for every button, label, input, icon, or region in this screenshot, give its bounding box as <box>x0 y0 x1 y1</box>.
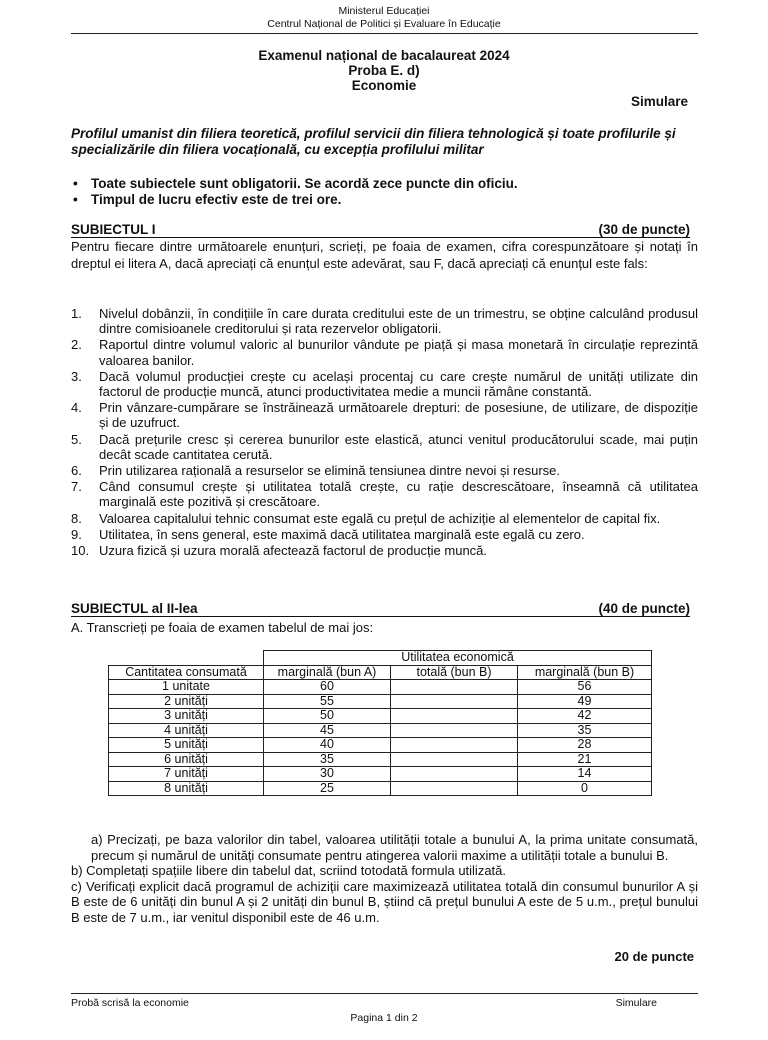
table-cell: 25 <box>264 781 391 796</box>
item-text: Prin vânzare-cumpărare se înstrăinează următoarele drepturi: de posesiune, de utilizare, de dispoziție și de uzufruct. <box>99 400 698 431</box>
statement-item <box>71 400 698 430</box>
subject2-intro: A. Transcrieți pe foaia de examen tabelul de mai jos: <box>71 620 374 635</box>
table-group-header-row <box>109 651 652 666</box>
item-text: Valoarea capitalului tehnic consumat este egală cu prețul de achiziție al elementelor de capital fix. <box>99 510 661 526</box>
table-cell: 35 <box>264 752 391 767</box>
table-cell <box>391 752 518 767</box>
table-cell <box>391 680 518 695</box>
table-cell: 30 <box>264 767 391 782</box>
profile-statement: Profilul umanist din filiera teoretică, profilul servicii din filiera tehnologică și toate profilurile și specializările din filiera vocațională, cu excepția profilului militar <box>71 126 676 157</box>
table-cell <box>391 694 518 709</box>
item-text: Prin utilizarea rațională a resurselor se elimină tensiunea dintre nevoi și resurse. <box>99 463 561 479</box>
item-number: 8. <box>71 510 82 526</box>
exam-title-line1: Examenul național de bacalaureat 2024 <box>258 48 510 63</box>
statement-item <box>71 463 698 478</box>
table-empty-corner <box>109 651 264 666</box>
center-name: Centrul Național de Politici și Evaluare în Educație <box>267 18 501 30</box>
item-number: 4. <box>71 400 82 416</box>
table-cell: 50 <box>264 709 391 724</box>
statement-item <box>71 543 698 558</box>
table-cell: 4 unități <box>109 723 264 738</box>
exam-title <box>0 48 768 93</box>
table-cell: 42 <box>518 709 652 724</box>
table-cell: 45 <box>264 723 391 738</box>
exam-title-line2: Proba E. d) <box>348 63 420 78</box>
table-row <box>109 752 652 767</box>
item-text: Dacă volumul producției crește cu același procentaj cu care crește numărul de unități utilizate din factorul de producție muncă, atunci productivitatea medie a muncii rămâne constantă. <box>99 368 698 400</box>
item-number: 5. <box>71 431 82 447</box>
item-text: Nivelul dobânzii, în condițiile în care durata creditului este de un trimestru, se obține calculând produsul dintre comisioanele creditorului și rata rezervelor obligatorii. <box>99 306 698 337</box>
simulare-label: Simulare <box>630 94 688 109</box>
utility-table <box>108 650 652 796</box>
exam-title-line3: Economie <box>351 78 417 93</box>
table-cell: 60 <box>264 680 391 695</box>
subject2-points: (40 de puncte) <box>598 601 690 616</box>
table-cell: 35 <box>518 723 652 738</box>
item-number: 9. <box>71 526 82 542</box>
subject1-items <box>71 306 698 559</box>
item-number: 3. <box>71 368 82 384</box>
item-number: 10. <box>71 543 90 559</box>
table-cell: 40 <box>264 738 391 753</box>
table-cell <box>391 709 518 724</box>
table-cell <box>391 767 518 782</box>
subject2-questions <box>71 832 698 925</box>
question-c: c) Verificați explicit dacă programul de achiziții care maximizează utilitatea totală din consumul bunurilor A și B este de 6 unități din bunul A și 2 unități din bunul B, știind că prețul bunului A este de 5 u.m., prețul bunului B este de 7 u.m., iar venitul disponibil este de 46 u.m. <box>71 878 698 925</box>
footer-right: Simulare <box>615 997 657 1009</box>
table-row <box>109 680 652 695</box>
table-cell: 8 unități <box>109 781 264 796</box>
item-number: 6. <box>71 463 82 479</box>
subject2-title: SUBIECTUL al II-lea <box>71 601 198 616</box>
item-number: 2. <box>71 337 82 353</box>
instructions-list <box>71 176 698 208</box>
table-cell: 1 unitate <box>109 680 264 695</box>
table-header-cell: marginală (bun B) <box>518 665 652 680</box>
table-row <box>109 694 652 709</box>
table-cell: 2 unități <box>109 694 264 709</box>
question-a: a) Precizați, pe baza valorilor din tabel, valoarea utilității totale a bunului A, la prima unitate consumată, precum și numărul de unități consumate pentru atingerea valorii maxime a utilității totale a bunului B. <box>91 832 698 863</box>
subject1-title: SUBIECTUL I <box>71 222 156 237</box>
instruction-item: • Timpul de lucru efectiv este de trei ore. <box>71 192 698 208</box>
subject1-points: (30 de puncte) <box>598 222 690 237</box>
question-b: b) Completați spațiile libere din tabelul dat, scriind totodată formula utilizată. <box>71 863 507 878</box>
table-cell: 6 unități <box>109 752 264 767</box>
subject2-heading <box>71 601 690 617</box>
statement-item <box>71 479 698 509</box>
table-row <box>109 767 652 782</box>
footer-divider <box>71 993 698 994</box>
table-cell: 3 unități <box>109 709 264 724</box>
subject1-heading <box>71 222 690 238</box>
table-cell: 55 <box>264 694 391 709</box>
table-row <box>109 781 652 796</box>
item-text: Uzura fizică și uzura morală afectează factorul de producție muncă. <box>99 543 488 559</box>
table-header-cell: Cantitatea consumată <box>109 665 264 680</box>
statement-item <box>71 369 698 399</box>
table-cell <box>391 738 518 753</box>
table-cell: 49 <box>518 694 652 709</box>
statement-item <box>71 306 698 336</box>
table-row <box>109 709 652 724</box>
table-cell: 21 <box>518 752 652 767</box>
subject1-intro: Pentru fiecare dintre următoarele enunțuri, scrieți, pe foaia de examen, cifra corespunzătoare și notați în dreptul ei litera A, dacă apreciați că enunțul este adevărat, sau F, dacă apreciați că enunțul este fals: <box>71 239 698 271</box>
table-cell: 14 <box>518 767 652 782</box>
statement-item <box>71 511 698 526</box>
header-divider <box>71 33 698 34</box>
item-text: Când consumul crește și utilitatea totală crește, cu rație descrescătoare, înseamnă că utilitatea marginală este pozitivă și crescătoare. <box>99 479 698 510</box>
table-row <box>109 738 652 753</box>
statement-item <box>71 432 698 462</box>
table-cell: 56 <box>518 680 652 695</box>
table-header-cell: marginală (bun A) <box>264 665 391 680</box>
table-cell: 28 <box>518 738 652 753</box>
page-number: Pagina 1 din 2 <box>350 1012 418 1024</box>
item-number: 7. <box>71 479 82 495</box>
footer-left: Probă scrisă la economie <box>71 997 189 1009</box>
table-cell <box>391 781 518 796</box>
table-cell: 0 <box>518 781 652 796</box>
ministry-name: Ministerul Educației <box>338 5 430 17</box>
item-text: Utilitatea, în sens general, este maximă dacă utilitatea marginală este egală cu zero. <box>99 526 585 542</box>
table-row <box>109 723 652 738</box>
table-cell: 7 unități <box>109 767 264 782</box>
item-text: Raportul dintre volumul valoric al bunurilor vândute pe piață și masa monetară în circulație reprezintă valoarea banilor. <box>99 337 698 368</box>
table-cell: 5 unități <box>109 738 264 753</box>
section-a-points: 20 de puncte <box>614 949 694 964</box>
item-number: 1. <box>71 306 82 321</box>
table-cell <box>391 723 518 738</box>
statement-item <box>71 337 698 367</box>
table-header-cell: totală (bun B) <box>391 665 518 680</box>
page-header <box>0 5 768 31</box>
table-header-row <box>109 665 652 680</box>
instruction-item: • Toate subiectele sunt obligatorii. Se acordă zece puncte din oficiu. <box>71 176 698 192</box>
table-group-header: Utilitatea economică <box>264 651 652 666</box>
item-text: Dacă prețurile cresc și cererea bunurilor este elastică, atunci venitul producătorului scade, mai puțin decât scade cantitatea cerută. <box>99 431 698 462</box>
statement-item <box>71 527 698 542</box>
